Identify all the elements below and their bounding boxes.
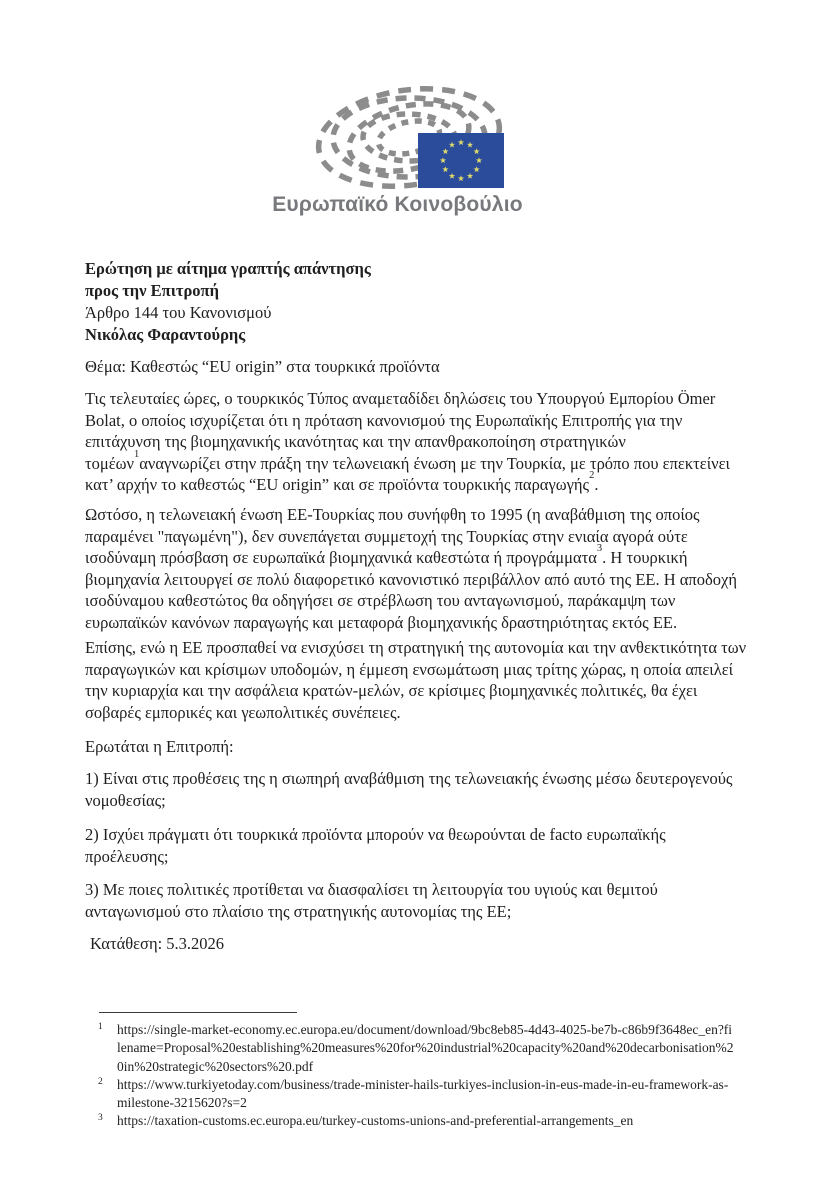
question-item-1: 1) Είναι στις προθέσεις της η σιωπηρή αναβάθμιση της τελωνειακής ένωσης μέσω δευτερογενούς νομοθεσίας; xyxy=(85,769,733,810)
footnote-2 xyxy=(98,1076,734,1113)
author-name: Νικόλας Φαραντούρης xyxy=(85,325,246,344)
eu-flag-icon xyxy=(418,133,504,188)
addressee-line: προς την Επιτροπή xyxy=(85,281,219,300)
rule-reference: Άρθρο 144 του Κανονισμού xyxy=(85,303,272,322)
paragraph-3-text: Επίσης, ενώ η ΕΕ προσπαθεί να ενισχύσει τη στρατηγική της αυτονομία και την ανθεκτικότητα των παραγωγικών και κρίσιμων υποδομών, η έμμεση ενσωμάτωση μιας τρίτης χώρας, η οποία απειλεί την κυριαρχία και την ασφάλεια κρατών-μελών, σε κρίσιμες βιομηχανικές πολιτικές, θα έχει σοβαρές εμπορικές και γεωπολιτικές συνέπειες. xyxy=(85,638,747,722)
paragraph-2 xyxy=(85,504,748,633)
footnote-1-number: 1 xyxy=(98,1022,103,1032)
footnote-2-number: 2 xyxy=(98,1076,103,1087)
paragraph-1-text-b: αναγνωρίζει στην πράξη την τελωνειακή ένωση με την Τουρκία, με τρόπο που επεκτείνει κατ’ αρχήν το καθεστώς “EU origin” και σε προϊόντα τουρκικής παραγωγής xyxy=(85,453,730,494)
question-item-3: 3) Με ποιες πολιτικές προτίθεται να διασφαλίσει τη λειτουργία του υγιούς και θεμιτού ανταγωνισμού στο πλαίσιο της στρατηγικής αυτονομίας της ΕΕ; xyxy=(85,880,658,921)
paragraph-2-text-a: Ωστόσο, η τελωνειακή ένωση ΕΕ-Τουρκίας που συνήφθη το 1995 (η αναβάθμιση της οποίος παραμένει "παγωμένη"), δεν συνεπάγεται συμμετοχή της Τουρκίας στην ενιαία αγορά ούτε ισοδύναμη πρόσβαση σε ευρωπαϊκά βιομηχανικά καθεστώτα ή προγράμματα xyxy=(85,505,700,567)
question-item-2: 2) Ισχύει πράγματι ότι τουρκικά προϊόντα μπορούν να θεωρούνται de facto ευρωπαϊκής προέλευσης; xyxy=(85,825,666,866)
paragraph-2-text-b: . Η τουρκική βιομηχανία λειτουργεί σε πολύ διαφορετικό κανονιστικό περιβάλλον από αυτό της ΕΕ. Η αποδοχή ισοδύναμου καθεστώτος θα οδηγήσει σε στρέβλωση του ανταγωνισμού, παράκαμψη των ευρωπαϊκών κανόνων παραγωγής και μεταφορά βιομηχανικής δραστηριότητας εκτός ΕΕ. xyxy=(85,548,737,632)
question-header xyxy=(85,258,755,346)
paragraph-1-text-a: Τις τελευταίες ώρες, ο τουρκικός Τύπος αναμεταδίδει δηλώσεις του Υπουργού Εμπορίου Ömer Bolat, ο οποίος ισχυρίζεται ότι η πρόταση κανονισμού της Ευρωπαϊκής Επιτροπής για την επιτάχυνση της βιομηχανικής ικανότητας και την απανθρακοποίηση στρατηγικών τομέων xyxy=(85,389,716,473)
footnote-ref-3: 3 xyxy=(596,543,603,554)
paragraph-3 xyxy=(85,637,748,723)
subject-line: Θέμα: Καθεστώς “EU origin” στα τουρκικά προϊόντα xyxy=(85,357,440,376)
footnote-ref-1: 1 xyxy=(133,448,140,460)
footnote-1-url: https://single-market-economy.ec.europa.eu/document/download/9bc8eb85-4d43-4025-be7b-c86b9f3648ec_en?filename=Proposal%20establishing%20measures%20for%20industrial%20capacity%20and%20decarbonisation%20in%20strategic%20sectors%20.pdf xyxy=(117,1022,734,1074)
questions-intro: Ερωτάται η Επιτροπή: xyxy=(85,737,234,756)
paragraph-1-text-c: . xyxy=(594,475,599,494)
footnote-1 xyxy=(98,1021,734,1076)
footnote-3-url: https://taxation-customs.ec.europa.eu/turkey-customs-unions-and-preferential-arrangements_en xyxy=(117,1113,634,1129)
footnote-separator xyxy=(99,1012,297,1013)
footnote-2-url: https://www.turkiyetoday.com/business/trade-minister-hails-turkiyes-inclusion-in-eus-made-in-eu-framework-as-milestone-3215620?s=2 xyxy=(117,1076,729,1111)
question-type-line: Ερώτηση με αίτημα γραπτής απάντησης xyxy=(85,259,371,278)
submission-date: Κατάθεση: 5.3.2026 xyxy=(90,934,225,953)
footnote-ref-2: 2 xyxy=(589,470,595,481)
footnotes xyxy=(98,1021,734,1131)
logo-wordmark: Ευρωπαϊκό Κοινοβούλιο xyxy=(272,193,523,216)
footnote-3 xyxy=(98,1112,734,1130)
footnote-3-number: 3 xyxy=(98,1113,103,1124)
paragraph-1 xyxy=(85,388,748,496)
european-parliament-logo xyxy=(310,82,510,194)
